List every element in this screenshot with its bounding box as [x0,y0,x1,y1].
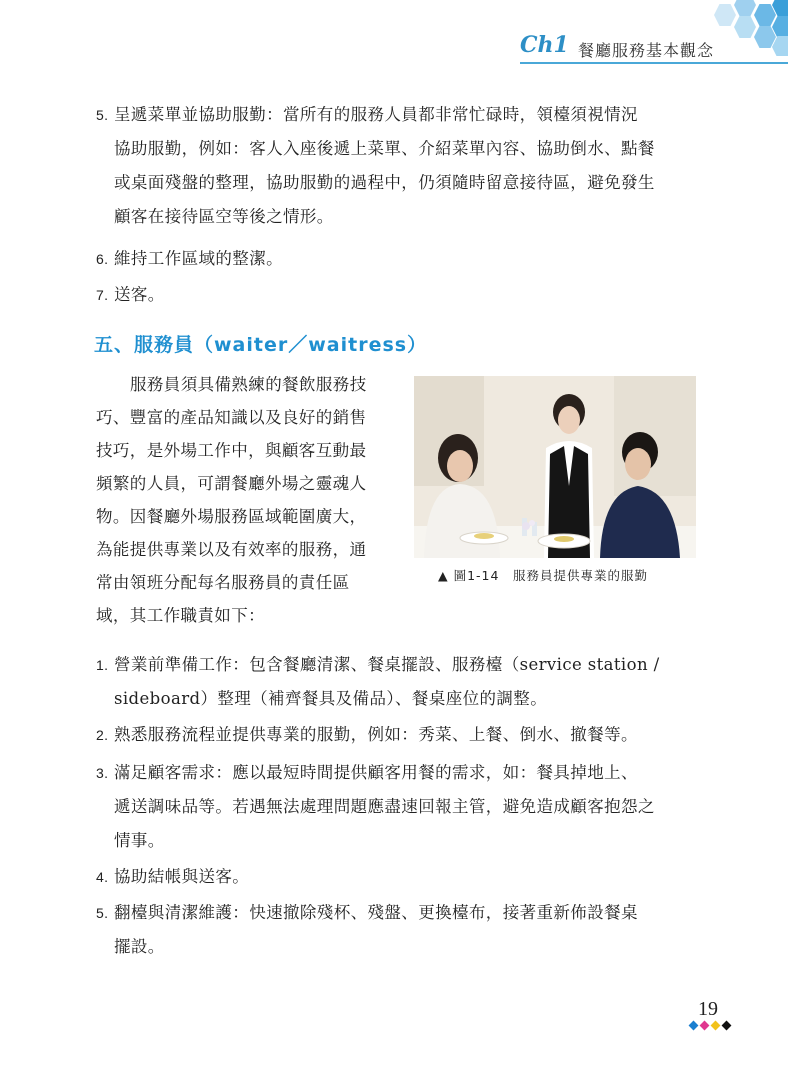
item-line: 擺設。 [114,937,165,956]
list-item [96,648,716,716]
item-line: 滿足顧客需求：應以最短時間提供顧客用餐的需求，如：餐具掉地上、 [114,763,638,782]
item-line: 或桌面殘盤的整理，協助服勤的過程中，仍須隨時留意接待區，避免發生 [114,173,655,192]
list-item [96,896,716,964]
restaurant-service-photo [414,376,696,558]
item-number: 7. [96,287,109,303]
item-number: 2. [96,727,109,743]
item-line: 情事。 [114,831,165,850]
item-line: 顧客在接待區空等後之情形。 [114,207,334,226]
item-line: sideboard）整理（補齊餐具及備品）、餐桌座位的調整。 [114,689,548,708]
page-header [0,0,788,70]
chapter-title: 餐廳服務基本觀念 [578,41,715,60]
page-number: 19 [698,998,718,1020]
paragraph-line: 為能提供專業以及有效率的服務，通 [96,540,367,559]
paragraph-line: 物。因餐廳外場服務區域範圍廣大， [96,507,367,526]
chapter-label: Ch1 [520,32,569,58]
paragraph-line: 巧、豐富的產品知識以及良好的銷售 [96,408,367,427]
item-line: 營業前準備工作：包含餐廳清潔、餐桌擺設、服務檯（service station / [114,655,660,674]
paragraph-line: 服務員須具備熟練的餐飲服務技 [130,375,367,394]
item-line: 呈遞菜單並協助服勤：當所有的服務人員都非常忙碌時，領檯須視情況 [114,105,638,124]
item-line: 翻檯與清潔維護：快速撤除殘杯、殘盤、更換檯布，接著重新佈設餐桌 [114,903,638,922]
item-line: 遞送調味品等。若遇無法處理問題應盡速回報主管，避免造成顧客抱怨之 [114,797,655,816]
paragraph-line: 域，其工作職責如下： [96,606,265,625]
item-number: 1. [96,657,109,673]
diamond-decoration [688,1020,732,1032]
paragraph-line: 技巧，是外場工作中，與顧客互動最 [96,441,367,460]
figure-caption: ▲ 圖1-14 服務員提供專業的服勤 [438,568,648,583]
header-rule [520,62,788,64]
item-number: 5. [96,107,109,123]
list-item [96,860,716,894]
diamond-icon [700,1021,710,1031]
section-title: 五、服務員（waiter／waitress） [94,334,428,356]
diamond-icon [689,1021,699,1031]
item-line: 維持工作區域的整潔。 [114,249,283,268]
intro-paragraph [96,368,406,632]
item-line: 協助結帳與送客。 [114,867,250,886]
list-item [96,756,716,858]
item-number: 5. [96,905,109,921]
list-item [96,98,716,234]
item-number: 4. [96,869,109,885]
list-item [96,242,283,276]
diamond-icon [711,1021,721,1031]
item-line: 送客。 [114,285,165,304]
paragraph-line: 頻繁的人員，可謂餐廳外場之靈魂人 [96,474,367,493]
item-number: 3. [96,765,109,781]
item-line: 協助服勤，例如：客人入座後遞上菜單、介紹菜單內容、協助倒水、點餐 [114,139,655,158]
list-item [96,718,716,752]
paragraph-line: 常由領班分配每名服務員的責任區 [96,573,350,592]
corner-hexagon-decoration [710,0,788,56]
item-line: 熟悉服務流程並提供專業的服勤，例如：秀菜、上餐、倒水、撤餐等。 [114,725,638,744]
list-item [96,278,165,312]
item-number: 6. [96,251,109,267]
diamond-icon [722,1021,732,1031]
